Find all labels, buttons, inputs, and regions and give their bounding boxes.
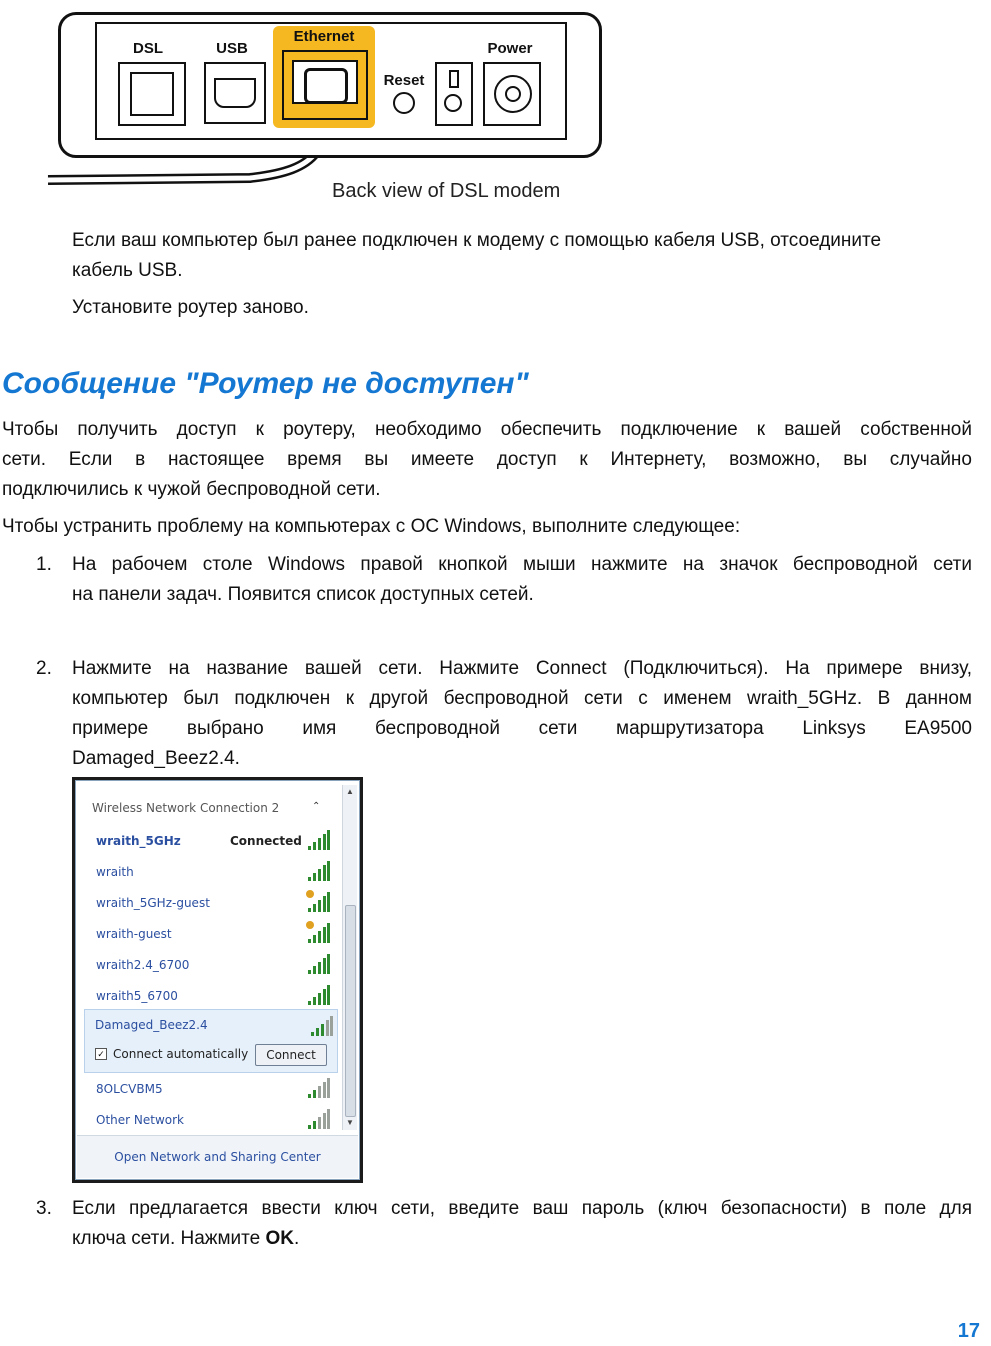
signal-icon bbox=[308, 861, 330, 881]
panel-scrollbar[interactable] bbox=[342, 785, 357, 1130]
intro-line-2: сети. Если в настоящее время вы имеете доступ к Интернету, возможно, вы случайно bbox=[2, 449, 972, 470]
scroll-thumb[interactable] bbox=[345, 905, 356, 1117]
step-3-text: ключа сети. Нажмите bbox=[72, 1228, 266, 1249]
panel-header: Wireless Network Connection 2 bbox=[92, 801, 280, 815]
intro-line-1: Чтобы получить доступ к роутеру, необходимо обеспечить подключение к вашей собственной bbox=[2, 419, 972, 440]
signal-warning-icon bbox=[308, 892, 330, 912]
step-2-line-2: компьютер был подключен к другой беспроводной сети с именем wraith_5GHz. В данном bbox=[72, 688, 972, 709]
dsl-label: DSL bbox=[133, 40, 163, 57]
panel-footer bbox=[77, 1135, 358, 1178]
network-row[interactable] bbox=[86, 949, 334, 979]
page-number: 17 bbox=[957, 1320, 980, 1342]
step-2-line-1: Нажмите на название вашей сети. Нажмите Connect (Подключиться). На примере внизу, bbox=[72, 658, 972, 679]
signal-icon bbox=[308, 954, 330, 974]
step-1-line-2: на панели задач. Появится список доступных сетей. bbox=[72, 584, 534, 605]
connect-automatically-label: Connect automatically bbox=[113, 1047, 249, 1061]
collapse-icon[interactable]: ⌃ bbox=[312, 801, 321, 812]
step-2-line-4: Damaged_Beez2.4. bbox=[72, 748, 240, 769]
signal-icon bbox=[308, 1078, 330, 1098]
paragraph-reinstall: Установите роутер заново. bbox=[72, 297, 309, 318]
instructions-text: Чтобы устранить проблему на компьютерах с ОС Windows, выполните следующее: bbox=[2, 516, 741, 537]
selected-network-item[interactable] bbox=[84, 1009, 338, 1073]
wireless-network-panel bbox=[75, 780, 360, 1180]
connected-status: Connected bbox=[230, 834, 302, 848]
reset-hole bbox=[393, 92, 415, 114]
step-2-line-3: примере выбрано имя беспроводной сети маршрутизатора Linksys EA9500 bbox=[72, 718, 972, 739]
network-row[interactable] bbox=[86, 980, 334, 1010]
ethernet-label: Ethernet bbox=[293, 28, 355, 45]
network-name: wraith5_6700 bbox=[96, 989, 178, 1003]
network-row[interactable] bbox=[86, 1073, 334, 1103]
network-row[interactable] bbox=[86, 825, 334, 855]
network-name: Other Network bbox=[96, 1113, 184, 1127]
open-network-center-link[interactable]: Open Network and Sharing Center bbox=[114, 1150, 321, 1164]
signal-icon bbox=[308, 985, 330, 1005]
network-row[interactable] bbox=[86, 918, 334, 948]
signal-icon bbox=[308, 1109, 330, 1129]
signal-warning-icon bbox=[308, 923, 330, 943]
network-name: wraith-guest bbox=[96, 927, 172, 941]
ok-keyword: OK bbox=[265, 1228, 295, 1249]
step-3-line-2 bbox=[72, 1224, 972, 1254]
power-label: Power bbox=[487, 40, 533, 57]
step-1-number: 1. bbox=[36, 554, 52, 575]
paragraph-usb-l1: Если ваш компьютер был ранее подключен к модему с помощью кабеля USB, отсоедините bbox=[72, 230, 882, 251]
power-jack bbox=[483, 62, 541, 126]
dsl-port bbox=[118, 62, 186, 126]
step-3-line-1: Если предлагается ввести ключ сети, введите ваш пароль (ключ безопасности) в поле для bbox=[72, 1198, 972, 1219]
scroll-up-arrow[interactable]: ▲ bbox=[346, 787, 354, 796]
network-name: 8OLCVBM5 bbox=[96, 1082, 163, 1096]
paragraph-usb-l2: кабель USB. bbox=[72, 260, 183, 281]
ethernet-port bbox=[282, 50, 368, 120]
connect-button[interactable]: Connect bbox=[255, 1044, 327, 1066]
network-name: wraith_5GHz-guest bbox=[96, 896, 210, 910]
network-row[interactable] bbox=[86, 887, 334, 917]
network-name: wraith2.4_6700 bbox=[96, 958, 190, 972]
signal-icon bbox=[308, 830, 330, 850]
network-name: Damaged_Beez2.4 bbox=[95, 1018, 208, 1032]
scroll-down-arrow[interactable]: ▼ bbox=[346, 1118, 354, 1127]
step-3-period: . bbox=[294, 1228, 300, 1249]
section-title: Сообщение "Роутер не доступен" bbox=[2, 367, 529, 400]
reset-label: Reset bbox=[383, 72, 425, 89]
intro-line-3: подключились к чужой беспроводной сети. bbox=[2, 479, 381, 500]
figure-caption: Back view of DSL modem bbox=[332, 180, 561, 202]
power-switch bbox=[435, 62, 473, 126]
network-name: wraith bbox=[96, 865, 134, 879]
network-row[interactable] bbox=[86, 856, 334, 886]
modem-figure bbox=[0, 0, 991, 215]
connect-automatically-checkbox[interactable]: ✓ bbox=[95, 1048, 107, 1060]
step-2-number: 2. bbox=[36, 658, 52, 679]
usb-label: USB bbox=[216, 40, 248, 57]
usb-port bbox=[204, 62, 266, 124]
network-name: wraith_5GHz bbox=[96, 834, 181, 848]
step-3-number: 3. bbox=[36, 1198, 52, 1219]
signal-icon bbox=[311, 1016, 333, 1036]
step-1-line-1: На рабочем столе Windows правой кнопкой мыши нажмите на значок беспроводной сети bbox=[72, 554, 972, 575]
network-row[interactable] bbox=[86, 1104, 334, 1134]
